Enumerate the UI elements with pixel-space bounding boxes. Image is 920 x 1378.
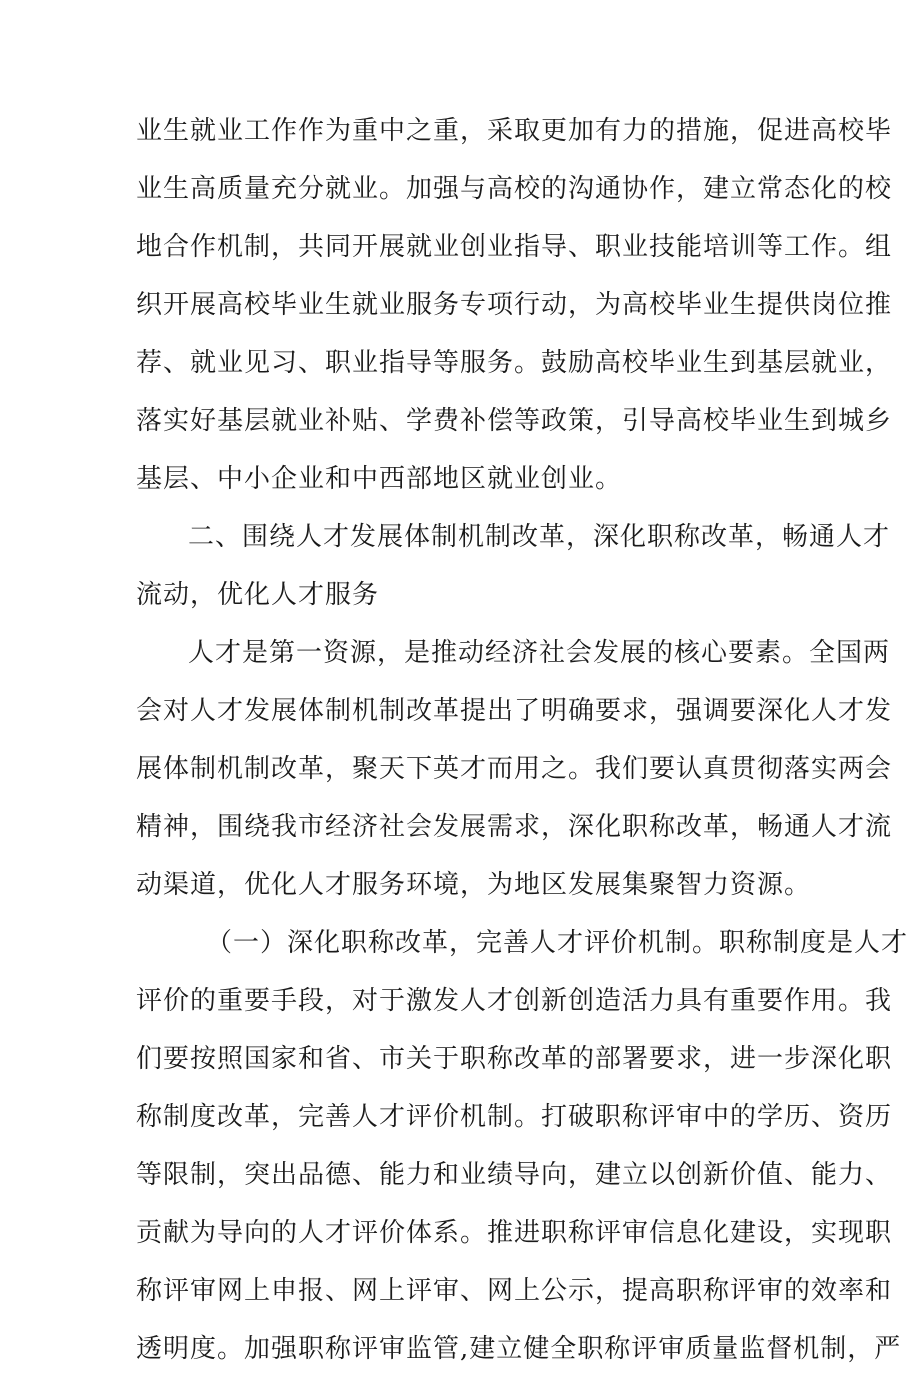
section-heading-line: 流动，优化人才服务 — [136, 580, 380, 610]
section-heading-line: 二、围绕人才发展体制机制改革，深化职称改革，畅通人才 — [188, 522, 891, 552]
text-line: 基层、中小企业和中西部地区就业创业。 — [136, 464, 623, 494]
text-line: 称评审网上申报、网上评审、网上公示，提高职称评审的效率和 — [136, 1276, 893, 1306]
text-line: 评价的重要手段，对于激发人才创新创造活力具有重要作用。我 — [136, 986, 893, 1016]
text-line: 等限制，突出品德、能力和业绩导向，建立以创新价值、能力、 — [136, 1160, 893, 1190]
text-line: 贡献为导向的人才评价体系。推进职称评审信息化建设，实现职 — [136, 1218, 893, 1248]
text-line: 透明度。加强职称评审监管,建立健全职称评审质量监督机制，严 — [136, 1334, 902, 1364]
document-body — [136, 102, 909, 1378]
text-line: 会对人才发展体制机制改革提出了明确要求，强调要深化人才发 — [136, 696, 893, 726]
text-line: 展体制机制改革，聚天下英才而用之。我们要认真贯彻落实两会 — [136, 754, 893, 784]
text-line: 精神，围绕我市经济社会发展需求，深化职称改革，畅通人才流 — [136, 812, 893, 842]
text-line: 称制度改革，完善人才评价机制。打破职称评审中的学历、资历 — [136, 1102, 893, 1132]
text-line: 业生高质量充分就业。加强与高校的沟通协作，建立常态化的校 — [136, 174, 893, 204]
text-line: 织开展高校毕业生就业服务专项行动，为高校毕业生提供岗位推 — [136, 290, 893, 320]
text-line: 地合作机制，共同开展就业创业指导、职业技能培训等工作。组 — [136, 232, 893, 262]
paragraph-first-line: 人才是第一资源，是推动经济社会发展的核心要素。全国两 — [188, 638, 891, 668]
text-line: 们要按照国家和省、市关于职称改革的部署要求，进一步深化职 — [136, 1044, 893, 1074]
text-line: 业生就业工作作为重中之重，采取更加有力的措施，促进高校毕 — [136, 116, 893, 146]
subsection-first-line: （一）深化职称改革，完善人才评价机制。职称制度是人才 — [206, 928, 909, 958]
text-line: 落实好基层就业补贴、学费补偿等政策，引导高校毕业生到城乡 — [136, 406, 893, 436]
text-line: 荐、就业见习、职业指导等服务。鼓励高校毕业生到基层就业， — [136, 348, 893, 378]
text-line: 动渠道，优化人才服务环境，为地区发展集聚智力资源。 — [136, 870, 812, 900]
